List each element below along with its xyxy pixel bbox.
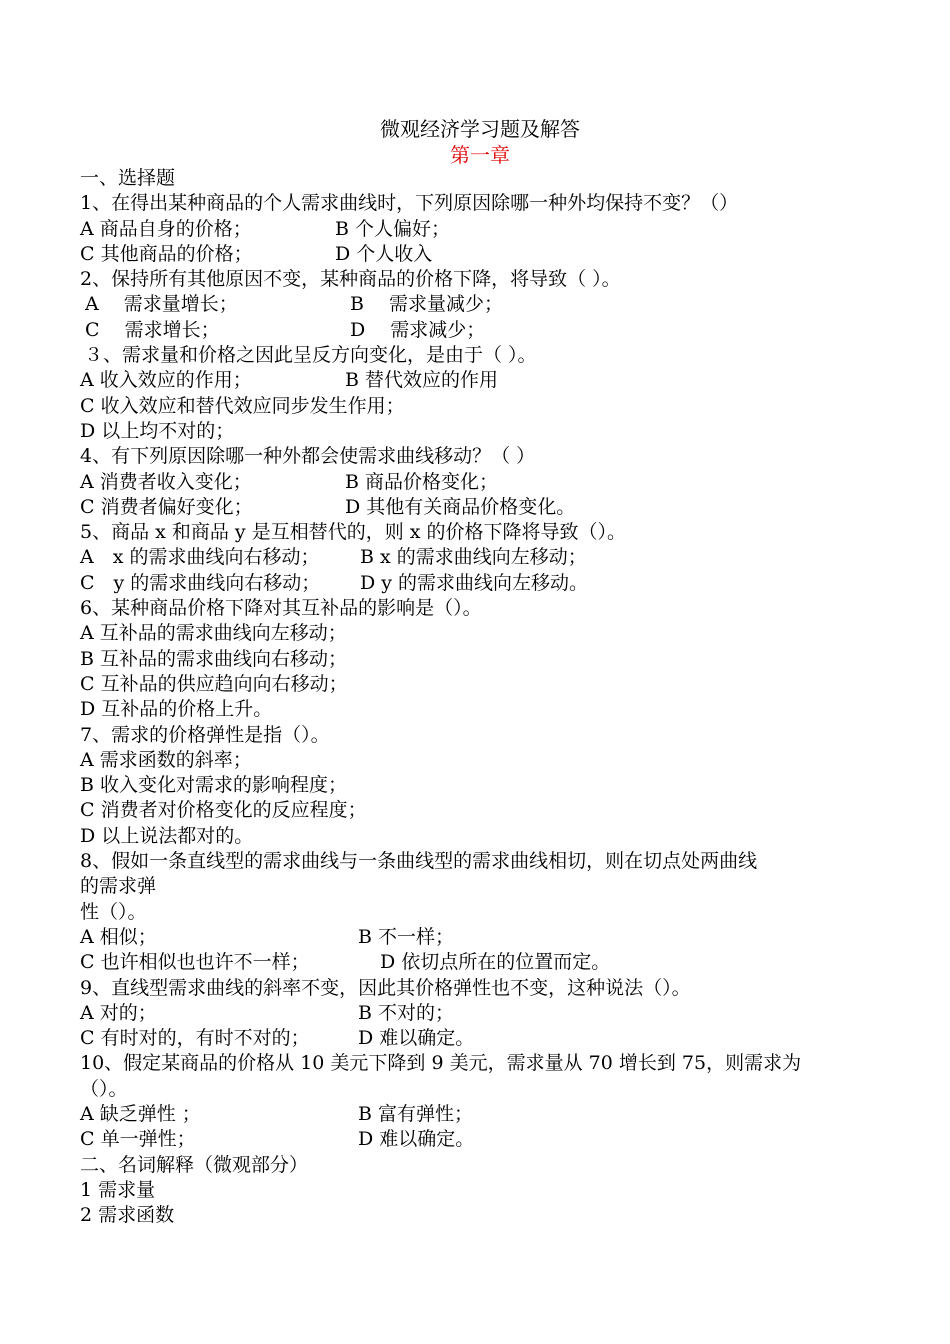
question-6-option-b: B 互补品的需求曲线向右移动；	[80, 647, 348, 670]
question-2-options-row-2	[80, 318, 880, 343]
question-2-option-a: A 需求量增长；	[85, 293, 238, 316]
question-5-option-d: D y 的需求曲线向左移动。	[360, 571, 589, 594]
question-9-option-d: D 难以确定。	[358, 1027, 475, 1050]
question-2-options-row-1	[80, 292, 880, 317]
question-4-stem: 4、有下列原因除哪一种外都会使需求曲线移动？（ ）	[80, 445, 536, 468]
question-10-option-a: A 缺乏弹性 ；	[80, 1102, 201, 1125]
question-5-stem: 5、商品 x 和商品 y 是互相替代的，则 x 的价格下降将导致（）。	[80, 521, 626, 544]
question-9-options-row-1	[80, 1001, 880, 1026]
question-8-option-a: A 相似；	[80, 925, 157, 948]
question-4-options-row-1	[80, 470, 880, 495]
question-2-option-b: B 需求量减少；	[350, 293, 504, 316]
question-7-stem: 7、需求的价格弹性是指（）。	[80, 723, 330, 746]
question-3-option-d: D 以上均不对的；	[80, 419, 235, 442]
question-1-option-d: D 个人收入	[335, 242, 433, 265]
section-heading-terms: 二、名词解释（微观部分）	[80, 1153, 309, 1176]
question-4-option-c: C 消费者偏好变化；	[80, 495, 253, 518]
question-5-option-a: A x 的需求曲线向右移动；	[80, 546, 320, 569]
question-8-options-row-1	[80, 925, 880, 950]
question-7-option-c: C 消费者对价格变化的反应程度；	[80, 799, 367, 822]
question-3-options-row-1	[80, 368, 880, 393]
question-9-option-a: A 对的；	[80, 1001, 157, 1024]
question-1-option-c: C 其他商品的价格；	[80, 242, 253, 265]
question-2-option-c: C 需求增长；	[85, 318, 220, 341]
question-7-option-a: A 需求函数的斜率；	[80, 748, 252, 771]
question-2-stem: 2、保持所有其他原因不变，某种商品的价格下降，将导致（ ）。	[80, 268, 621, 291]
question-5-options-row-1	[80, 545, 880, 570]
question-3-option-c: C 收入效应和替代效应同步发生作用；	[80, 394, 405, 417]
question-10-options-row-1	[80, 1102, 880, 1127]
question-9-option-c: C 有时对的，有时不对的；	[80, 1027, 310, 1050]
question-6-option-c: C 互补品的供应趋向向右移动；	[80, 672, 348, 695]
question-5-option-c: C y 的需求曲线向右移动；	[80, 571, 321, 594]
question-1-options-row-1	[80, 217, 880, 242]
question-1-stem: 1、在得出某种商品的个人需求曲线时，下列原因除哪一种外均保持不变？（）	[80, 192, 739, 215]
question-10-option-d: D 难以确定。	[358, 1128, 475, 1151]
question-2-option-d: D 需求减少；	[350, 318, 486, 341]
question-4-options-row-2	[80, 495, 880, 520]
question-1-option-b: B 个人偏好；	[335, 217, 451, 240]
question-8-stem-line-3: 性（）。	[80, 900, 147, 923]
question-8-option-c: C 也许相似也也许不一样；	[80, 951, 310, 974]
question-6-option-a: A 互补品的需求曲线向左移动；	[80, 622, 347, 645]
question-10-options-row-2	[80, 1127, 880, 1152]
question-4-option-a: A 消费者收入变化；	[80, 470, 252, 493]
question-5-option-b: B x 的需求曲线向左移动；	[360, 546, 587, 569]
question-8-stem-line-1: 8、假如一条直线型的需求曲线与一条曲线型的需求曲线相切，则在切点处两曲线	[80, 850, 758, 873]
question-10-stem-line-1: 10、假定某商品的价格从 10 美元下降到 9 美元，需求量从 70 增长到 75，则需求为	[80, 1052, 802, 1075]
question-3-stem: ３、需求量和价格之因此呈反方向变化，是由于（ ）。	[84, 344, 537, 367]
question-3-option-a: A 收入效应的作用；	[80, 369, 252, 392]
question-8-option-b: B 不一样；	[358, 925, 455, 948]
question-4-option-b: B 商品价格变化；	[345, 470, 499, 493]
section-heading-choice: 一、选择题	[80, 167, 176, 189]
question-6-stem: 6、某种商品价格下降对其互补品的影响是（）。	[80, 597, 482, 620]
chapter-heading: 第一章	[450, 143, 510, 167]
question-5-options-row-2	[80, 571, 880, 596]
document-body	[80, 166, 880, 1228]
question-8-stem-line-2: 的需求弹	[80, 875, 157, 898]
question-8-options-row-2	[80, 950, 880, 975]
question-10-option-b: B 富有弹性；	[358, 1102, 474, 1125]
question-9-option-b: B 不对的；	[358, 1001, 455, 1024]
term-item-2: 2 需求函数	[80, 1204, 175, 1227]
question-9-stem: 9、直线型需求曲线的斜率不变，因此其价格弹性也不变，这种说法（）。	[80, 976, 691, 999]
question-10-stem-line-2: （）。	[80, 1077, 128, 1100]
question-7-option-b: B 收入变化对需求的影响程度；	[80, 774, 348, 797]
question-1-options-row-2	[80, 242, 880, 267]
question-1-option-a: A 商品自身的价格；	[80, 217, 252, 240]
question-7-option-d: D 以上说法都对的。	[80, 824, 254, 847]
question-6-option-d: D 互补品的价格上升。	[80, 698, 273, 721]
question-4-option-d: D 其他有关商品价格变化。	[345, 495, 576, 518]
question-10-option-c: C 单一弹性；	[80, 1128, 196, 1151]
question-8-option-d: D 依切点所在的位置而定。	[380, 951, 611, 974]
document-title: 微观经济学习题及解答	[380, 117, 580, 141]
question-9-options-row-2	[80, 1026, 880, 1051]
question-3-option-b: B 替代效应的作用	[345, 369, 499, 392]
term-item-1: 1 需求量	[80, 1178, 156, 1201]
